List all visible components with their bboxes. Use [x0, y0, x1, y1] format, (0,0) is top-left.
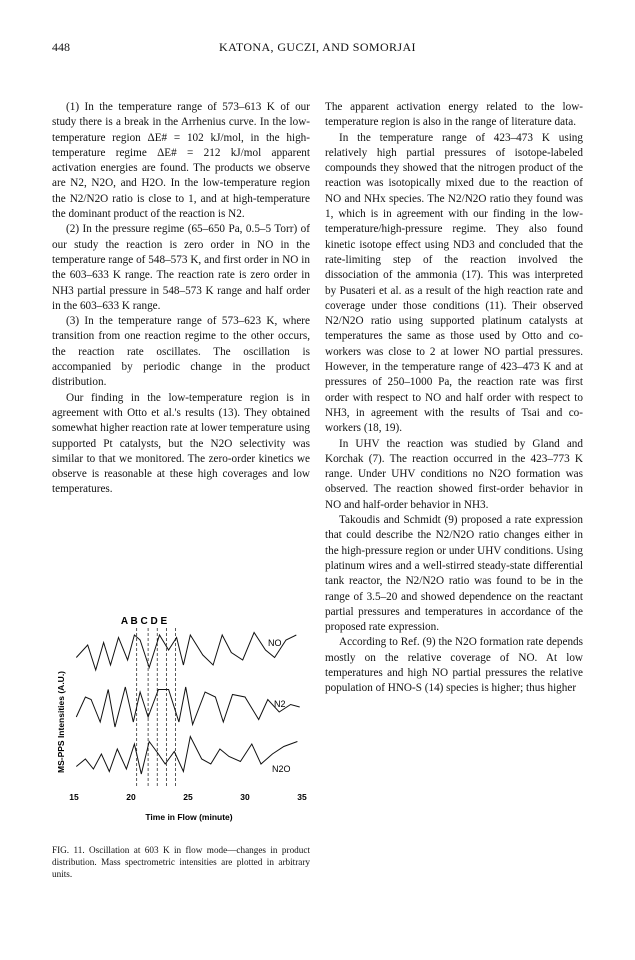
running-head: KATONA, GUCZI, AND SOMORJAI: [219, 40, 416, 54]
x-tick-label: 30: [240, 792, 250, 802]
paragraph: In the temperature range of 423–473 K using relatively high partial pressures of isotope-labeled compounds they showed that the nitrogen product of the reaction was isotopically mixed due to the reaction of NO and NHx species. The N2/N2O ratio they found was 1, which is in agreement with our finding in the low-temperature/high-pressure regime. They also found kinetic isotope effect using ND3 and concluded that the rate-limiting step of the reaction involved the dissociation of the ammonia (17). This was interpreted by Pusateri et al. as a result of the high reaction rate and coverage under those conditions (11). Their observed N2/N2O ratio using supported platinum catalysts at temperatures the same as those used by Otto and co-workers was close to 2 at lower NO partial pressures. However, in the temperature range of 423–473 K and at pressures of 250–1000 Pa, the reaction rate was first order with respect to NO and half order with respect to NH3, in agreement with the results of Tsai and co-workers (18, 19).: [325, 131, 583, 435]
figure-caption: FIG. 11. Oscillation at 603 K in flow mode—changes in product distribution. Mass spectrometric intensities are plotted in arbitrary units.: [52, 845, 310, 879]
y-axis-label: MS-PPS Intensities (A.U.): [56, 670, 66, 774]
trace-n2o: [76, 737, 297, 775]
trace-label-n2o: N2O: [272, 764, 291, 774]
oscillation-chart: [52, 612, 310, 822]
right-column: [325, 100, 583, 697]
left-column: [52, 100, 310, 498]
paragraph: Takoudis and Schmidt (9) proposed a rate expression that could describe the N2/N2O ratio changes either in the high-pressure region or under UHV conditions. Using platinum wires and a well-stirred steady-state differential tank reactor, the N2/N2O ratio was found to be in the range of 3.5–20 and showed dependence on the reactant partial pressures and temperatures in accordance of the proposed rate expression.: [325, 514, 583, 634]
x-tick-label: 15: [69, 792, 79, 802]
paragraph: (3) In the temperature range of 573–623 K, where transition from one reaction regime to the other occurs, the reaction rate oscillates. The oscillation is accompanied by periodic change in the product distribution.: [52, 315, 310, 389]
x-axis-label: Time in Flow (minute): [145, 812, 233, 822]
trace-n2: [76, 687, 299, 727]
trace-label-n2: N2: [274, 699, 286, 709]
paragraph: According to Ref. (9) the N2O formation rate depends mostly on the relative coverage of NO. At low temperatures and high NO partial pressures the relative population of HNO-S (14) species is higher; thus higher: [325, 636, 583, 695]
page-number: 448: [52, 40, 70, 54]
trace-no: [76, 633, 296, 671]
page-header: [52, 40, 583, 58]
paragraph: The apparent activation energy related to the low-temperature region is also in the range of literature data.: [325, 101, 583, 129]
paragraph: In UHV the reaction was studied by Gland and Korchak (7). The reaction occurred in the 423–773 K range. Under UHV conditions no N2O formation was observed. The reaction showed first-order behavior in NO and half-order behavior in NH3.: [325, 437, 583, 511]
x-tick-label: 20: [126, 792, 136, 802]
paragraph: (1) In the temperature range of 573–613 K of our study there is a break in the Arrhenius curve. In the low-temperature region ΔE# = 102 kJ/mol, in the high-temperature regime ΔE# = 212 kJ/mol apparent activation energies are found. The products we observe are N2, N2O, and H2O. In the low-temperature region the N2/N2O ratio is close to 1, and at high-temperature the dominant product of the reaction is N2.: [52, 101, 310, 221]
x-tick-label: 35: [297, 792, 307, 802]
paragraph: (2) In the pressure regime (65–650 Pa, 0.5–5 Torr) of our study the reaction is zero order in NO in the temperature range of 548–573 K, and first order in NO in the 603–633 K range. The reaction rate is zero order in NH3 partial pressure in 548–573 K range and half order in the 603–633 K range.: [52, 223, 310, 312]
trace-label-no: NO: [268, 638, 282, 648]
phase-markers: A B C D E: [120, 616, 168, 627]
x-tick-label: 25: [183, 792, 193, 802]
paragraph: Our finding in the low-temperature region is in agreement with Otto et al.'s results (13). They obtained somewhat higher reaction rate at lower temperature using supported Pt catalysts, but the N2O selectivity was similar to that we monitored. The zero-order kinetics we observe is reasonable at these high coverages and low temperatures.: [52, 391, 310, 496]
figure-11: [52, 612, 310, 822]
